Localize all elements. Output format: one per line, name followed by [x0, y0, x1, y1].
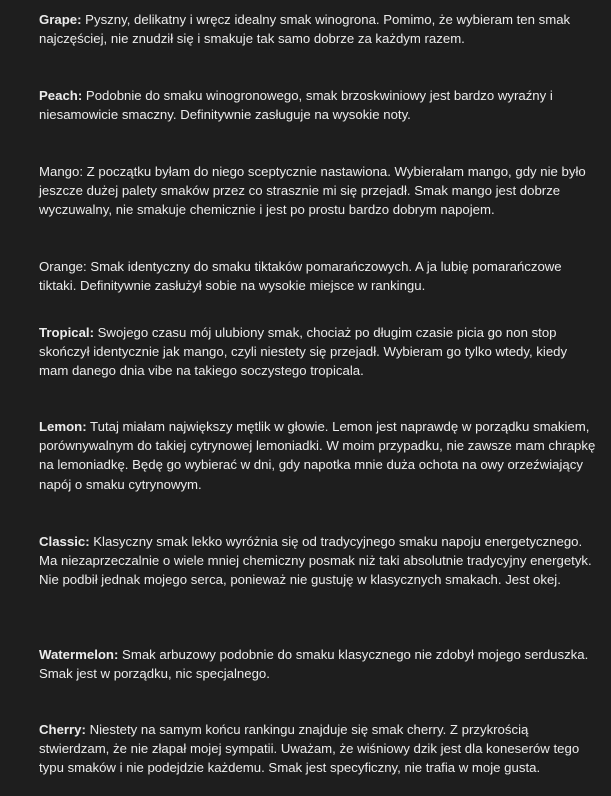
review-label: Peach:: [39, 88, 83, 103]
review-watermelon: [39, 645, 597, 683]
review-text: Podobnie do smaku winogronowego, smak brzoskwiniowy jest bardzo wyraźny i niesamowicie smaczny. Definitywnie zasługuje na wysokie noty.: [39, 88, 553, 123]
review-label: Cherry:: [39, 722, 86, 737]
review-text: Swojego czasu mój ulubiony smak, chociaż po długim czasie picia go non stop skończył identycznie jak mango, czyli niestety się przejadł. Wybieram go tylko wtedy, kiedy mam danego dnia vibe na takiego soczystego tropicala.: [39, 325, 568, 379]
review-text: Smak arbuzowy podobnie do smaku klasycznego nie zdobył mojego serduszka. Smak jest w porządku, nic specjalnego.: [39, 647, 589, 682]
review-label: Lemon:: [39, 419, 87, 434]
review-grape: [39, 10, 597, 48]
review-lemon: [39, 417, 597, 494]
review-label: Orange:: [39, 259, 87, 274]
review-text: Smak identyczny do smaku tiktaków pomarańczowych. A ja lubię pomarańczowe tiktaki. Definitywnie zasłużył sobie na wysokie miejsce w rankingu.: [39, 259, 562, 294]
review-mango: [39, 162, 597, 220]
review-text: Tutaj miałam największy mętlik w głowie. Lemon jest naprawdę w porządku smakiem, porównywalnym do takiej cytrynowej lemoniadki. W moim przypadku, nie zawsze mam chrapkę na lemoniadkę. Będę go wybierać w dni, gdy napotka mnie duża ochota na owy orzeźwiający napój o smaku cytrynowym.: [39, 419, 596, 492]
review-text: Niestety na samym końcu rankingu znajduje się smak cherry. Z przykrością stwierdzam, że nie złapał mojej sympatii. Uważam, że wiśniowy dzik jest dla koneserów tego typu smaków i nie podejdzie każdemu. Smak jest specyficzny, nie trafia w moje gusta.: [39, 722, 580, 776]
review-label: Watermelon:: [39, 647, 119, 662]
review-label: Mango:: [39, 164, 83, 179]
review-label: Grape:: [39, 12, 82, 27]
review-text: Klasyczny smak lekko wyróżnia się od tradycyjnego smaku napoju energetycznego. Ma niezaprzeczalnie o wiele mniej chemiczny posmak niż taki absolutnie tradycyjny energetyk. Nie podbił jednak mojego serca, ponieważ nie gustuję w klasycznych smakach. Jest okej.: [39, 534, 592, 588]
review-text: Pyszny, delikatny i wręcz idealny smak winogrona. Pomimo, że wybieram ten smak najczęściej, nie znudził się i smakuje tak samo dobrze za każdym razem.: [39, 12, 571, 47]
review-label: Tropical:: [39, 325, 94, 340]
review-cherry: [39, 720, 597, 778]
review-text: Z początku byłam do niego sceptycznie nastawiona. Wybierałam mango, gdy nie było jeszcze dużej palety smaków przez co strasznie mi się przejadł. Smak mango jest dobrze wyczuwalny, nie smakuje chemicznie i jest po prostu bardzo dobrym napojem.: [39, 164, 586, 218]
review-tropical: [39, 323, 597, 381]
review-classic: [39, 532, 597, 590]
review-orange: [39, 257, 597, 295]
review-label: Classic:: [39, 534, 90, 549]
review-peach: [39, 86, 597, 124]
